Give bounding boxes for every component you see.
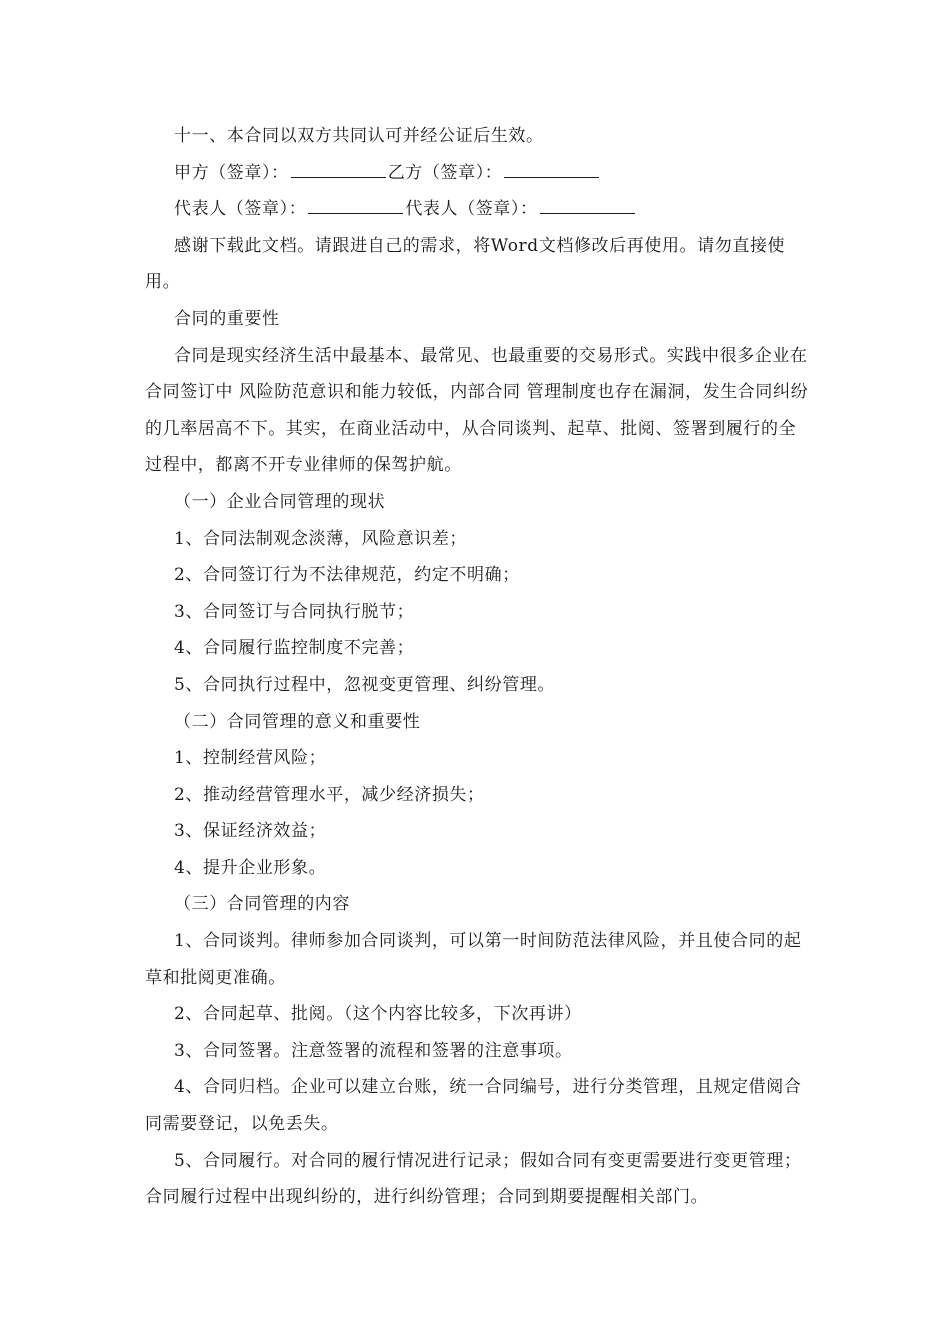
signature-line-parties	[145, 155, 810, 192]
list-item: 2、合同起草、批阅。（这个内容比较多，下次再讲）	[174, 1004, 582, 1025]
intro-paragraph: 合同是现实经济生活中最基本、最常见、也最重要的交易形式。实践中很多企业在合同签订中 风险防范意识和能力较低，内部合同 管理制度也存在漏洞，发生合同纠纷的几率居高不下。其实，在商业活动中，从合同谈判、起草、批阅、签署到履行的全过程中，都离不开专业律师的保驾护航。	[145, 345, 809, 476]
list-item: 5、合同履行。对合同的履行情况进行记录；假如合同有变更需要进行变更管理；合同履行过程中出现纠纷的，进行纠纷管理；合同到期要提醒相关部门。	[145, 1150, 802, 1208]
party-a-signature-blank	[291, 159, 386, 178]
rep-a-signature-blank	[308, 195, 403, 214]
part1-heading: （一）企业合同管理的现状	[174, 491, 386, 512]
rep-a-label: 代表人（签章）：	[174, 199, 307, 220]
section-title: 合同的重要性	[174, 308, 280, 329]
part2-heading: （二）合同管理的意义和重要性	[174, 711, 421, 732]
list-item: 2、合同签订行为不法律规范，约定不明确；	[174, 565, 520, 586]
rep-b-signature-blank	[540, 195, 635, 214]
download-notice: 感谢下载此文档。请跟进自己的需求，将Word文档修改后再使用。请勿直接使用。	[145, 235, 786, 293]
list-item: 4、提升企业形象。	[174, 857, 327, 878]
list-item: 1、合同谈判。律师参加合同谈判，可以第一时间防范法律风险，并且使合同的起草和批阅更准确。	[145, 931, 802, 988]
party-a-label: 甲方（签章）：	[174, 162, 289, 183]
list-item: 3、合同签订与合同执行脱节；	[174, 601, 415, 622]
clause-11: 十一、本合同以双方共同认可并经公证后生效。	[174, 126, 544, 146]
party-b-label: 乙方（签章）：	[387, 162, 503, 183]
document-body	[145, 118, 810, 1216]
list-item: 3、合同签署。注意签署的流程和签署的注意事项。	[174, 1040, 573, 1061]
list-item: 5、合同执行过程中，忽视变更管理、纠纷管理。	[174, 674, 556, 695]
list-item: 4、合同履行监控制度不完善；	[174, 638, 415, 659]
list-item: 1、控制经营风险；	[174, 748, 327, 769]
rep-b-label: 代表人（签章）：	[405, 199, 538, 220]
part3-heading: （三）合同管理的内容	[174, 894, 350, 915]
signature-line-representatives	[145, 191, 810, 228]
list-item: 2、推动经营管理水平，减少经济损失；	[174, 784, 485, 805]
party-b-signature-blank	[504, 159, 599, 178]
list-item: 4、合同归档。企业可以建立台账，统一合同编号，进行分类管理，且规定借阅合同需要登记，以免丢失。	[145, 1077, 802, 1135]
list-item: 3、保证经济效益；	[174, 821, 327, 842]
list-item: 1、合同法制观念淡薄，风险意识差；	[174, 528, 468, 549]
